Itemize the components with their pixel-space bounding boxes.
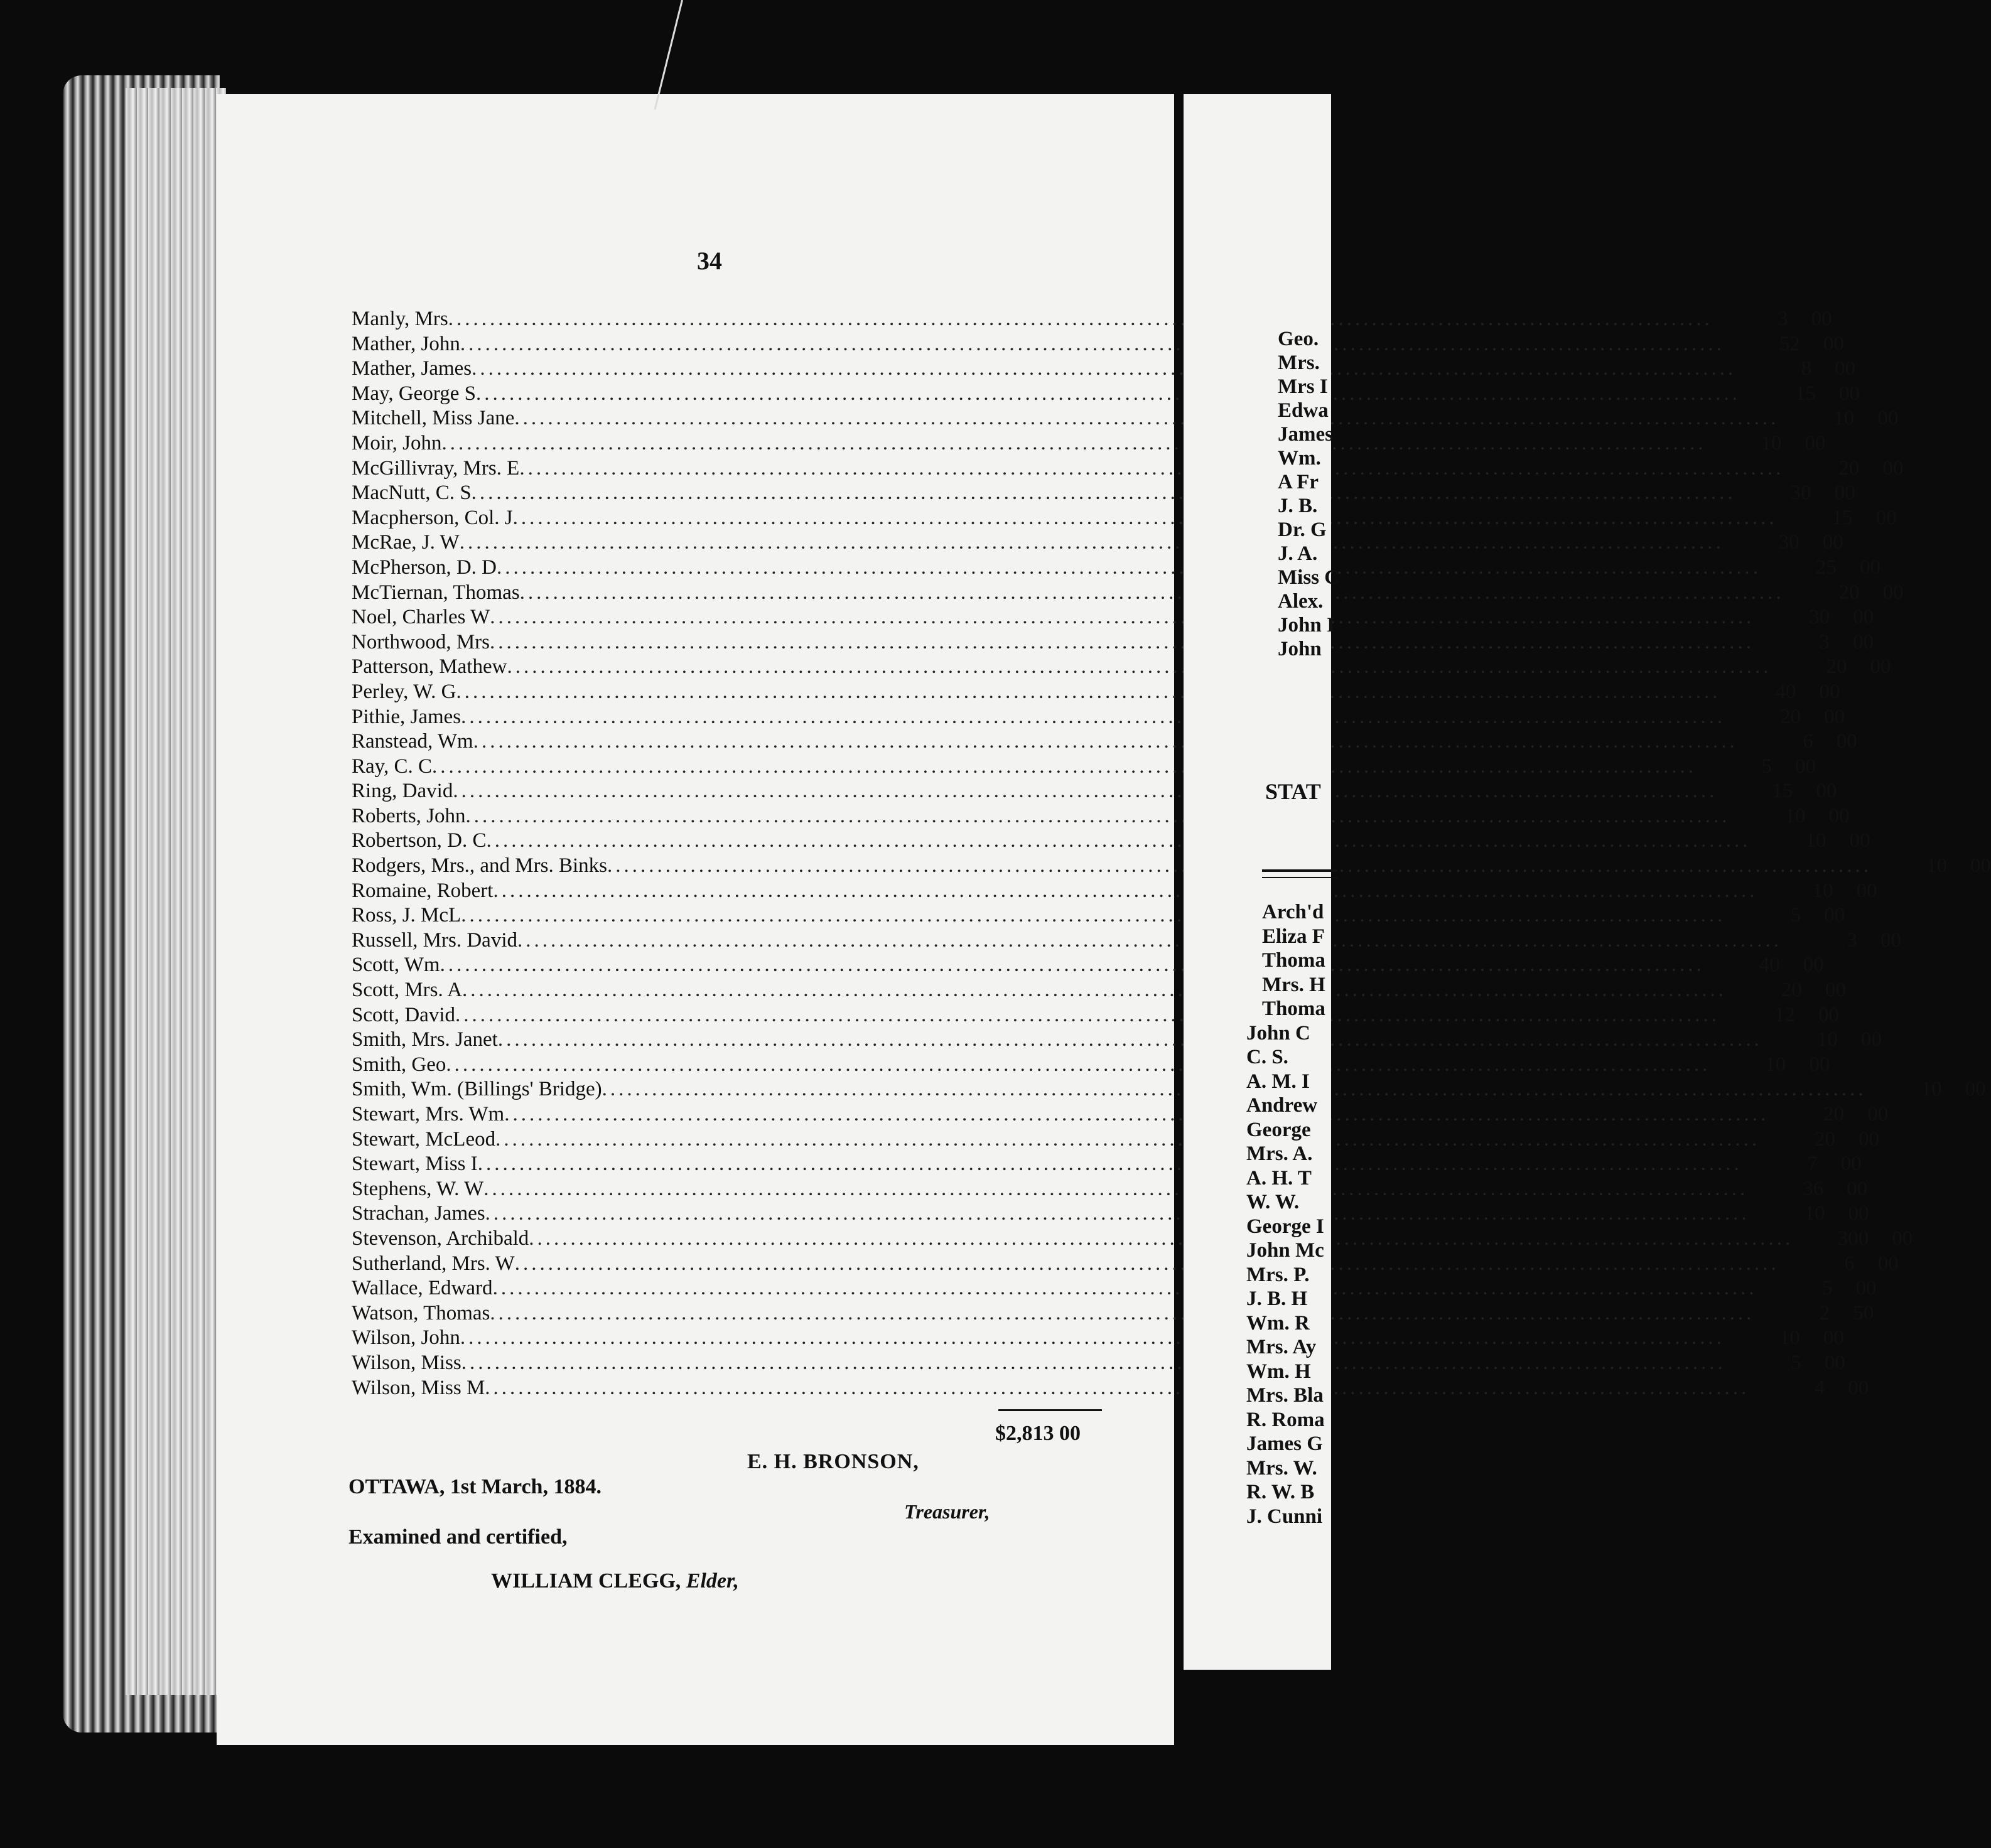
contributor-name: McTiernan, Thomas (352, 581, 520, 604)
amount-dollars: 30 (1790, 481, 1811, 505)
right-page-item: R. Roma (1246, 1408, 1325, 1431)
right-page-item: J. Cunni (1246, 1505, 1323, 1528)
leader-dots (460, 531, 1724, 554)
amount-dollars: 52 (1779, 332, 1800, 355)
right-page-item: Mrs. P. (1246, 1263, 1310, 1286)
leader-dots (440, 954, 1705, 977)
amount-cents: 00 (1836, 730, 1857, 753)
amount-cents: 00 (1824, 904, 1845, 927)
leader-dots (514, 407, 1779, 430)
right-page-item: Mrs I (1278, 375, 1328, 398)
right-page-item: Mrs. Bla (1246, 1384, 1324, 1407)
leader-dots (472, 357, 1736, 380)
right-page-item: J. B. (1278, 495, 1318, 517)
amount-cents: 00 (1859, 556, 1880, 579)
amount-dollars: 40 (1775, 680, 1796, 703)
amount-cents: 00 (1859, 1127, 1880, 1151)
leader-dots (520, 581, 1784, 604)
list-item (352, 680, 1840, 706)
amount-cents: 00 (1875, 506, 1897, 529)
amount-dollars: 20 (1781, 979, 1803, 1002)
treasurer-name: E. H. BRONSON, (747, 1450, 919, 1473)
amount-dollars: 6 (1844, 1252, 1855, 1275)
right-page-item: Mrs. H (1262, 973, 1325, 996)
right-page-item: Thoma (1262, 949, 1325, 972)
amount-cents: 00 (1825, 979, 1847, 1002)
contributor-name: McPherson, D. D (352, 556, 497, 579)
contributor-name: McRae, J. W (352, 531, 460, 554)
contributor-name: Wilson, John (352, 1326, 460, 1350)
amount-dollars: 10 (1805, 829, 1826, 852)
treasurer-title: Treasurer, (904, 1500, 990, 1523)
right-page-item: A. M. I (1246, 1070, 1310, 1093)
leader-dots (483, 1178, 1748, 1201)
amount-cents: 00 (1823, 332, 1844, 355)
amount-dollars: 20 (1815, 1127, 1836, 1151)
leader-dots (478, 1152, 1742, 1176)
amount-dollars: 10 (1761, 431, 1782, 454)
leader-dots (472, 481, 1736, 505)
right-page-item: J. A. (1278, 542, 1318, 565)
amount-cents: 00 (1848, 1202, 1869, 1225)
amount-cents: 00 (1877, 1252, 1899, 1275)
leader-dots (446, 1053, 1710, 1077)
elder-title: Elder, (686, 1569, 739, 1593)
amount-cents: 00 (1867, 1103, 1889, 1125)
contributor-name: Rodgers, Mrs., and Mrs. Binks (352, 854, 608, 878)
contributor-name: Ross, J. McL (352, 904, 461, 927)
scan-scratch (654, 0, 683, 110)
list-item (352, 730, 1857, 755)
right-page-item: Thoma (1262, 997, 1325, 1020)
contributor-name: Scott, Wm (352, 954, 440, 977)
right-page-item: John Mc (1246, 1239, 1324, 1262)
right-page-item: Wm. (1278, 447, 1321, 470)
page-number: 34 (697, 247, 722, 275)
contributor-name: Roberts, John (352, 804, 466, 827)
leader-dots (473, 730, 1738, 753)
contributor-name: Manly, Mrs (352, 308, 448, 330)
amount-dollars: 10 (1765, 1053, 1786, 1076)
amount-dollars: 10 (1833, 407, 1855, 430)
right-page-rule-thin (1262, 877, 1337, 878)
contributor-name: Stevenson, Archibald (352, 1227, 529, 1250)
amount-cents: 00 (1838, 382, 1860, 405)
amount-cents: 00 (1892, 1227, 1913, 1250)
amount-dollars: 2 (1819, 1301, 1830, 1324)
amount-dollars: 20 (1838, 581, 1860, 604)
amount-cents: 00 (1853, 630, 1874, 653)
amount-cents: 00 (1819, 680, 1840, 703)
contributor-name: Smith, Wm. (Billings' Bridge) (352, 1078, 602, 1101)
amount-dollars: 25 (1815, 556, 1837, 579)
right-page-item: Mrs. A. (1246, 1142, 1313, 1165)
right-page-item: Geo. (1278, 328, 1319, 350)
examined-certified: Examined and certified, (348, 1525, 568, 1549)
elder-signature (491, 1569, 739, 1593)
amount-cents: 00 (1809, 1053, 1830, 1076)
right-page-item: Eliza F (1262, 925, 1325, 948)
right-page-item: Arch'd (1262, 901, 1324, 923)
amount-cents: 00 (1823, 1326, 1844, 1350)
contributor-name: MacNutt, C. S (352, 481, 472, 505)
right-page-item: Wm. R (1246, 1311, 1310, 1335)
leader-dots (448, 308, 1713, 331)
amount-dollars: 12 (1774, 1003, 1795, 1026)
leader-dots (507, 655, 1771, 679)
amount-dollars: 5 (1761, 755, 1772, 778)
amount-cents: 00 (1824, 1351, 1845, 1374)
contributor-name: May, George S (352, 382, 476, 405)
amount-dollars: 10 (1812, 879, 1833, 902)
amount-dollars: 3 (1847, 928, 1857, 952)
contributor-name: Pithie, James (352, 705, 461, 728)
amount-cents: 00 (1853, 606, 1874, 629)
contributor-name: Russell, Mrs. David (352, 928, 517, 952)
leader-dots (476, 382, 1740, 406)
amount-cents: 00 (1848, 1376, 1869, 1399)
contributor-name: Mitchell, Miss Jane (352, 407, 515, 430)
amount-cents: 00 (1965, 1078, 1986, 1101)
amount-cents: 00 (1835, 357, 1856, 380)
amount-dollars: 20 (1823, 1103, 1845, 1125)
leader-dots (497, 556, 1761, 579)
contributor-name: Noel, Charles W (352, 606, 490, 629)
amount-cents: 00 (1822, 531, 1843, 554)
leader-dots (455, 1004, 1720, 1027)
contributor-name: Northwood, Mrs (352, 630, 490, 653)
amount-cents: 00 (1882, 456, 1904, 480)
amount-dollars: 10 (1784, 804, 1806, 827)
amount-dollars: 4 (1814, 1376, 1825, 1399)
leader-dots (485, 1377, 1749, 1400)
amount-cents: 00 (1828, 804, 1850, 827)
contributor-name: Smith, Geo (352, 1053, 446, 1076)
right-page-item: George (1246, 1118, 1311, 1141)
leader-dots (519, 457, 1784, 480)
place-date: OTTAWA, 1st March, 1884. (348, 1475, 602, 1498)
contributor-name: Robertson, D. C (352, 829, 487, 852)
amount-dollars: 36 (1803, 1177, 1824, 1200)
leader-dots (490, 606, 1754, 629)
leader-dots (498, 1028, 1762, 1051)
list-item (352, 705, 1845, 731)
contributor-name: Patterson, Mathew (352, 655, 507, 679)
amount-cents: 00 (1880, 928, 1901, 952)
leader-dots (460, 1326, 1725, 1350)
leader-dots (466, 805, 1730, 828)
amount-cents: 00 (1803, 954, 1824, 977)
amount-cents: 00 (1840, 1152, 1862, 1176)
contributor-name: Mather, James (352, 357, 472, 380)
right-page-item: Mrs. (1278, 352, 1320, 374)
list-item (352, 804, 1850, 830)
contributor-name: Scott, David (352, 1003, 455, 1026)
right-page-item: James (1278, 423, 1333, 446)
leader-dots (529, 1227, 1793, 1250)
leader-dots (504, 1103, 1769, 1126)
right-page-item: W. W. (1246, 1191, 1300, 1213)
book-page-edges-inner (126, 88, 226, 1695)
leader-dots (495, 1128, 1760, 1151)
right-page-item: Andrew (1246, 1094, 1318, 1117)
amount-cents: 00 (1816, 780, 1837, 803)
right-page-item: John I (1278, 614, 1335, 637)
leader-dots (493, 879, 1757, 903)
right-page-item: A. H. T (1246, 1166, 1312, 1190)
list-item (352, 854, 1991, 879)
amount-cents: 00 (1877, 407, 1899, 430)
amount-dollars: 300 (1837, 1227, 1869, 1250)
total-rule (998, 1409, 1102, 1411)
right-page-item: James G (1246, 1432, 1323, 1455)
amount-cents: 00 (1847, 1177, 1868, 1200)
amount-dollars: 7 (1807, 1152, 1818, 1176)
leader-dots (453, 780, 1717, 803)
leader-dots (432, 755, 1697, 778)
amount-cents: 00 (1811, 308, 1832, 330)
right-page-item: Miss C (1278, 566, 1340, 589)
leader-dots (490, 1302, 1754, 1325)
list-item (352, 308, 1832, 333)
contributor-name: Strachan, James (352, 1202, 485, 1225)
leader-dots (485, 1202, 1750, 1225)
amount-dollars: 20 (1838, 456, 1860, 480)
amount-dollars: 5 (1822, 1277, 1833, 1300)
contributor-name: Scott, Mrs. A (352, 979, 463, 1002)
amount-cents: 00 (1870, 655, 1891, 679)
right-page-item: Alex. (1278, 590, 1324, 613)
right-page-item: John (1278, 638, 1322, 660)
right-page-item: Mrs. Ay (1246, 1336, 1317, 1358)
right-page-item: A Fr (1278, 471, 1319, 493)
amount-dollars: 15 (1832, 506, 1853, 529)
amount-dollars: 30 (1778, 531, 1799, 554)
amount-cents: 00 (1856, 879, 1877, 902)
leader-dots (461, 1351, 1726, 1375)
contributor-name: Ring, David (352, 780, 453, 803)
right-page-item: J. B. H (1246, 1287, 1308, 1310)
amount-cents: 00 (1849, 829, 1870, 852)
amount-dollars: 15 (1794, 382, 1816, 405)
contributor-name: Watson, Thomas (352, 1301, 490, 1324)
total-amount: $2,813 00 (995, 1422, 1081, 1445)
right-page-item: George I (1246, 1215, 1324, 1238)
list-item (352, 879, 1877, 905)
contributor-name: Sutherland, Mrs. W (352, 1252, 515, 1275)
amount-dollars: 20 (1780, 705, 1801, 728)
amount-dollars: 10 (1816, 1028, 1838, 1051)
amount-dollars: 10 (1804, 1202, 1825, 1225)
right-page-item: John C (1246, 1021, 1310, 1045)
amount-dollars: 10 (1926, 854, 1948, 878)
contributor-name: Ray, C. C (352, 755, 433, 778)
leader-dots (461, 904, 1725, 927)
leader-dots (517, 929, 1782, 952)
leader-dots (513, 507, 1778, 530)
contributor-name: Romaine, Robert (352, 879, 494, 902)
amount-dollars: 8 (1801, 357, 1812, 380)
list-item (352, 755, 1816, 780)
contributor-name: Stewart, McLeod (352, 1127, 496, 1151)
amount-cents: 00 (1855, 1277, 1877, 1300)
right-page-item: Mrs. W. (1246, 1456, 1317, 1480)
amount-cents: 00 (1795, 755, 1816, 778)
contributor-name: Stewart, Miss I (352, 1152, 478, 1176)
contributor-name: Ranstead, Wm (352, 730, 473, 753)
leader-dots (487, 829, 1751, 852)
amount-dollars: 15 (1772, 780, 1793, 803)
right-page-item: Wm. H (1246, 1360, 1311, 1383)
amount-dollars: 10 (1921, 1078, 1942, 1101)
contributor-name: Moir, John (352, 431, 442, 454)
right-page-item: C. S. (1246, 1046, 1288, 1068)
right-page-rule (1262, 869, 1337, 872)
amount-dollars: 10 (1779, 1326, 1800, 1350)
contributor-name: McGillivray, Mrs. E (352, 456, 520, 480)
right-page-heading: STAT (1265, 779, 1321, 804)
leader-dots (490, 631, 1754, 654)
contributor-name: Wilson, Miss M (352, 1376, 485, 1399)
contributor-name: Mather, John (352, 332, 460, 355)
amount-cents: 00 (1834, 481, 1855, 505)
leader-dots (442, 432, 1707, 455)
right-page-item: R. W. B (1246, 1481, 1315, 1503)
amount-dollars: 5 (1790, 904, 1801, 927)
right-page (1184, 94, 1340, 1670)
leader-dots (460, 333, 1725, 356)
leader-dots (462, 979, 1727, 1002)
contributor-name: Macpherson, Col. J (352, 506, 513, 529)
amount-cents: 00 (1970, 854, 1991, 878)
amount-cents: 00 (1882, 581, 1904, 604)
contributor-name: Stephens, W. W (352, 1177, 484, 1200)
right-page-item: Edwa (1278, 399, 1329, 422)
amount-dollars: 20 (1826, 655, 1847, 679)
contributor-name: Wallace, Edward (352, 1277, 493, 1300)
amount-dollars: 3 (1778, 308, 1788, 330)
amount-dollars: 6 (1803, 730, 1813, 753)
amount-dollars: 40 (1759, 954, 1780, 977)
amount-cents: 00 (1824, 705, 1845, 728)
amount-cents: 00 (1818, 1003, 1839, 1026)
amount-dollars: 30 (1809, 606, 1830, 629)
contributor-name: Smith, Mrs. Janet (352, 1028, 498, 1051)
contributor-name: Wilson, Miss (352, 1351, 461, 1374)
leader-dots (493, 1277, 1757, 1300)
amount-dollars: 5 (1791, 1351, 1801, 1374)
leader-dots (456, 680, 1721, 704)
list-item (352, 829, 1870, 854)
leader-dots (461, 706, 1725, 729)
elder-name: WILLIAM CLEGG, (491, 1569, 681, 1593)
amount-cents: 50 (1853, 1301, 1874, 1324)
contributor-name: Perley, W. G (352, 680, 456, 703)
amount-cents: 00 (1860, 1028, 1882, 1051)
amount-cents: 00 (1805, 431, 1826, 454)
leader-dots (515, 1252, 1779, 1276)
amount-dollars: 3 (1819, 630, 1830, 653)
list-item (352, 655, 1891, 680)
right-page-item: Dr. G (1278, 518, 1327, 541)
contributor-name: Stewart, Mrs. Wm (352, 1103, 505, 1125)
